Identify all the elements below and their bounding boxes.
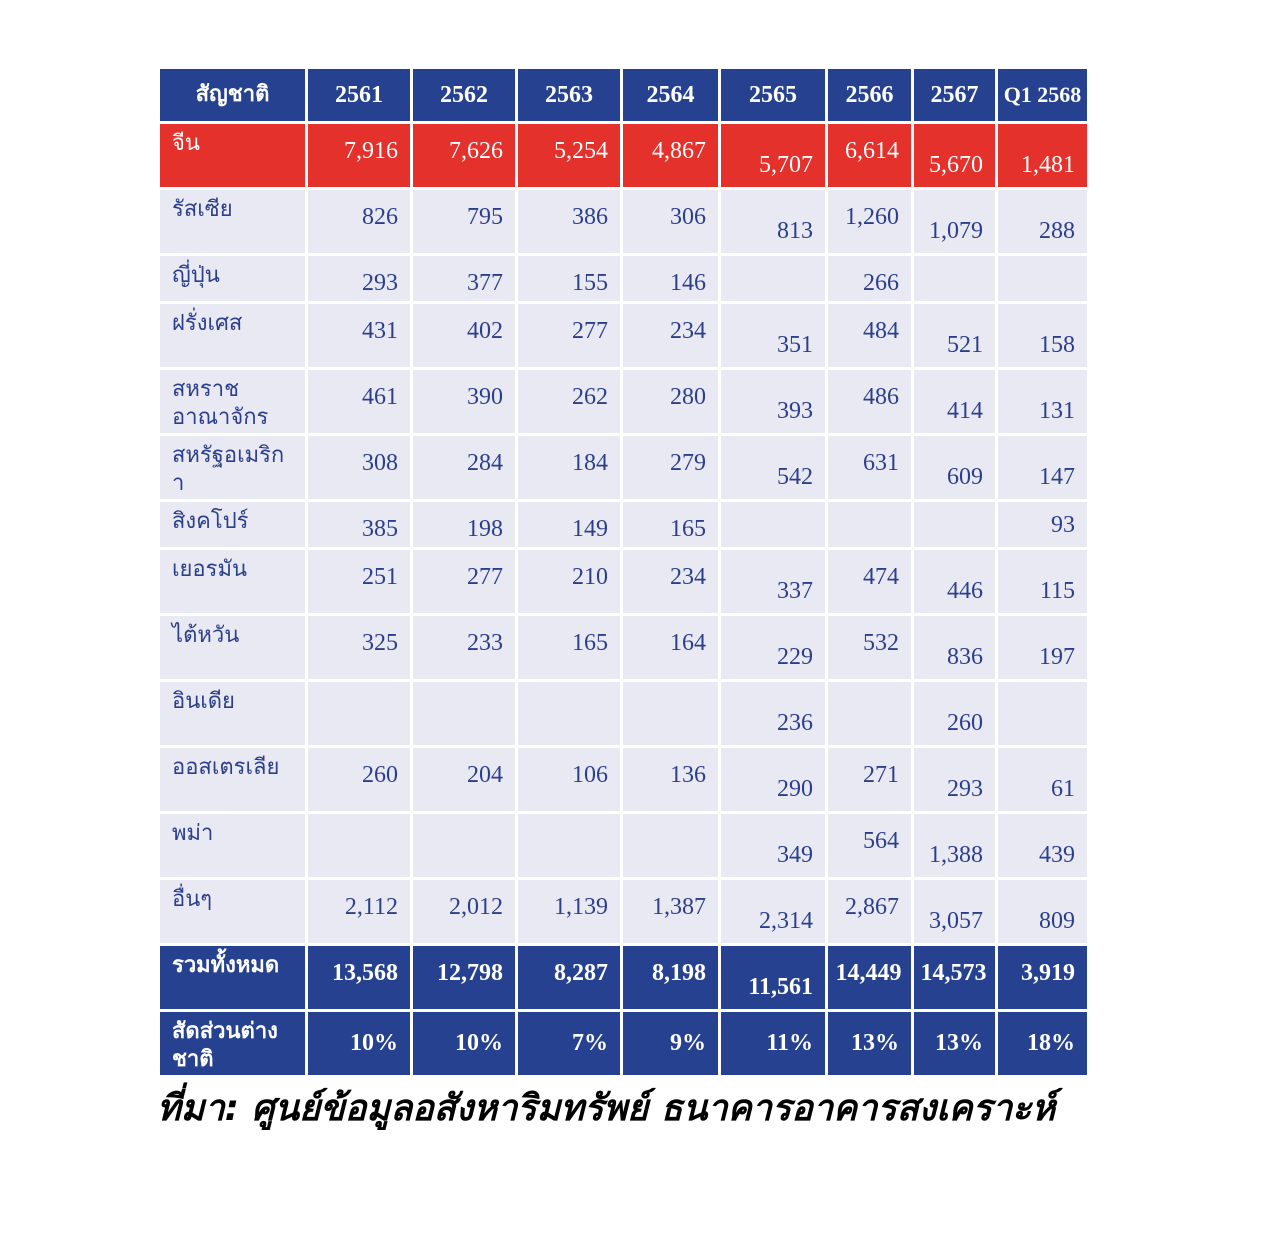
value-cell: 293: [913, 747, 997, 813]
header-year: 2566: [827, 68, 913, 123]
table-row: [159, 369, 1089, 435]
header-year: 2563: [517, 68, 622, 123]
value-cell: 164: [622, 615, 720, 681]
value-cell: 165: [622, 501, 720, 549]
nationality-cell: จีน: [159, 123, 307, 189]
value-cell: 290: [720, 747, 827, 813]
total-value: 8,198: [622, 945, 720, 1011]
nationality-cell: พม่า: [159, 813, 307, 879]
table-row: [159, 615, 1089, 681]
value-cell: 2,012: [412, 879, 517, 945]
nationality-cell: สิงคโปร์: [159, 501, 307, 549]
value-cell: 106: [517, 747, 622, 813]
value-cell: 325: [307, 615, 412, 681]
share-row: [159, 1011, 1089, 1077]
nationality-cell: ไต้หวัน: [159, 615, 307, 681]
value-cell: [827, 501, 913, 549]
value-cell: 229: [720, 615, 827, 681]
total-label: รวมทั้งหมด: [159, 945, 307, 1011]
header-row: [159, 68, 1089, 123]
value-cell: 351: [720, 303, 827, 369]
source-note: ที่มา: ศูนย์ข้อมูลอสังหาริมทรัพย์ ธนาคารอาคารสงเคราะห์: [157, 1088, 1056, 1129]
share-value: 7%: [517, 1011, 622, 1077]
value-cell: 7,626: [412, 123, 517, 189]
value-cell: 521: [913, 303, 997, 369]
table-row: [159, 747, 1089, 813]
value-cell: 260: [307, 747, 412, 813]
nationality-cell: สหรัฐอเมริก า: [159, 435, 307, 501]
total-value: 14,573: [913, 945, 997, 1011]
value-cell: 251: [307, 549, 412, 615]
total-value: 8,287: [517, 945, 622, 1011]
value-cell: [412, 681, 517, 747]
value-cell: 155: [517, 255, 622, 303]
value-cell: [827, 681, 913, 747]
value-cell: 236: [720, 681, 827, 747]
value-cell: 5,707: [720, 123, 827, 189]
value-cell: 1,481: [997, 123, 1089, 189]
total-value: 3,919: [997, 945, 1089, 1011]
value-cell: [720, 255, 827, 303]
value-cell: 1,139: [517, 879, 622, 945]
value-cell: 385: [307, 501, 412, 549]
value-cell: 61: [997, 747, 1089, 813]
value-cell: 136: [622, 747, 720, 813]
total-value: 14,449: [827, 945, 913, 1011]
value-cell: 146: [622, 255, 720, 303]
value-cell: [720, 501, 827, 549]
share-value: 9%: [622, 1011, 720, 1077]
value-cell: 93: [997, 501, 1089, 549]
value-cell: 402: [412, 303, 517, 369]
value-cell: 386: [517, 189, 622, 255]
value-cell: 390: [412, 369, 517, 435]
value-cell: 7,916: [307, 123, 412, 189]
table-row: [159, 813, 1089, 879]
value-cell: 349: [720, 813, 827, 879]
header-year: 2564: [622, 68, 720, 123]
value-cell: 271: [827, 747, 913, 813]
value-cell: 461: [307, 369, 412, 435]
value-cell: [997, 255, 1089, 303]
nationality-cell: อินเดีย: [159, 681, 307, 747]
value-cell: 2,867: [827, 879, 913, 945]
table-row: [159, 435, 1089, 501]
value-cell: 149: [517, 501, 622, 549]
value-cell: 147: [997, 435, 1089, 501]
table-row: [159, 501, 1089, 549]
value-cell: 813: [720, 189, 827, 255]
value-cell: 210: [517, 549, 622, 615]
value-cell: 204: [412, 747, 517, 813]
value-cell: 6,614: [827, 123, 913, 189]
share-label: สัดส่วนต่างชาติ: [159, 1011, 307, 1077]
table-row: [159, 303, 1089, 369]
value-cell: 564: [827, 813, 913, 879]
value-cell: 631: [827, 435, 913, 501]
value-cell: 184: [517, 435, 622, 501]
value-cell: [622, 813, 720, 879]
value-cell: 542: [720, 435, 827, 501]
value-cell: 4,867: [622, 123, 720, 189]
share-value: 10%: [307, 1011, 412, 1077]
value-cell: [913, 501, 997, 549]
table-row: [159, 549, 1089, 615]
value-cell: 826: [307, 189, 412, 255]
table-row: [159, 255, 1089, 303]
share-value: 13%: [913, 1011, 997, 1077]
value-cell: 262: [517, 369, 622, 435]
value-cell: 277: [517, 303, 622, 369]
header-year: 2567: [913, 68, 997, 123]
value-cell: 158: [997, 303, 1089, 369]
share-value: 13%: [827, 1011, 913, 1077]
table-row: [159, 879, 1089, 945]
header-year: 2565: [720, 68, 827, 123]
value-cell: [622, 681, 720, 747]
value-cell: 474: [827, 549, 913, 615]
value-cell: 609: [913, 435, 997, 501]
header-year: Q1 2568: [997, 68, 1089, 123]
total-value: 12,798: [412, 945, 517, 1011]
value-cell: 198: [412, 501, 517, 549]
value-cell: 306: [622, 189, 720, 255]
total-value: 11,561: [720, 945, 827, 1011]
nationality-cell: ฝรั่งเศส: [159, 303, 307, 369]
value-cell: 486: [827, 369, 913, 435]
value-cell: 337: [720, 549, 827, 615]
value-cell: 308: [307, 435, 412, 501]
value-cell: 280: [622, 369, 720, 435]
value-cell: 1,079: [913, 189, 997, 255]
value-cell: [307, 681, 412, 747]
value-cell: 5,254: [517, 123, 622, 189]
value-cell: 233: [412, 615, 517, 681]
value-cell: 2,112: [307, 879, 412, 945]
value-cell: 5,670: [913, 123, 997, 189]
value-cell: 1,388: [913, 813, 997, 879]
nationality-cell: เยอรมัน: [159, 549, 307, 615]
share-value: 10%: [412, 1011, 517, 1077]
share-value: 18%: [997, 1011, 1089, 1077]
value-cell: 288: [997, 189, 1089, 255]
value-cell: 279: [622, 435, 720, 501]
table-row: [159, 681, 1089, 747]
value-cell: 446: [913, 549, 997, 615]
value-cell: 284: [412, 435, 517, 501]
header-year: 2562: [412, 68, 517, 123]
value-cell: 293: [307, 255, 412, 303]
value-cell: 836: [913, 615, 997, 681]
value-cell: 131: [997, 369, 1089, 435]
nationality-cell: ญี่ปุ่น: [159, 255, 307, 303]
value-cell: [517, 681, 622, 747]
total-row: [159, 945, 1089, 1011]
value-cell: 809: [997, 879, 1089, 945]
nationality-cell: อื่นๆ: [159, 879, 307, 945]
nationality-cell: รัสเซีย: [159, 189, 307, 255]
header-year: 2561: [307, 68, 412, 123]
value-cell: 2,314: [720, 879, 827, 945]
value-cell: 266: [827, 255, 913, 303]
table-row: [159, 123, 1089, 189]
table-row: [159, 189, 1089, 255]
total-value: 13,568: [307, 945, 412, 1011]
value-cell: 234: [622, 549, 720, 615]
nationality-cell: สหราช อาณาจักร: [159, 369, 307, 435]
value-cell: 532: [827, 615, 913, 681]
value-cell: 414: [913, 369, 997, 435]
nationality-cell: ออสเตรเลีย: [159, 747, 307, 813]
value-cell: [412, 813, 517, 879]
value-cell: 393: [720, 369, 827, 435]
value-cell: 197: [997, 615, 1089, 681]
value-cell: 234: [622, 303, 720, 369]
value-cell: 431: [307, 303, 412, 369]
value-cell: 484: [827, 303, 913, 369]
value-cell: 3,057: [913, 879, 997, 945]
share-value: 11%: [720, 1011, 827, 1077]
value-cell: 439: [997, 813, 1089, 879]
value-cell: 1,387: [622, 879, 720, 945]
value-cell: 1,260: [827, 189, 913, 255]
value-cell: [997, 681, 1089, 747]
value-cell: 795: [412, 189, 517, 255]
value-cell: 165: [517, 615, 622, 681]
value-cell: 277: [412, 549, 517, 615]
value-cell: 260: [913, 681, 997, 747]
value-cell: 115: [997, 549, 1089, 615]
nationality-table: [157, 66, 1090, 1078]
value-cell: [517, 813, 622, 879]
header-nationality: สัญชาติ: [159, 68, 307, 123]
value-cell: [307, 813, 412, 879]
value-cell: 377: [412, 255, 517, 303]
value-cell: [913, 255, 997, 303]
